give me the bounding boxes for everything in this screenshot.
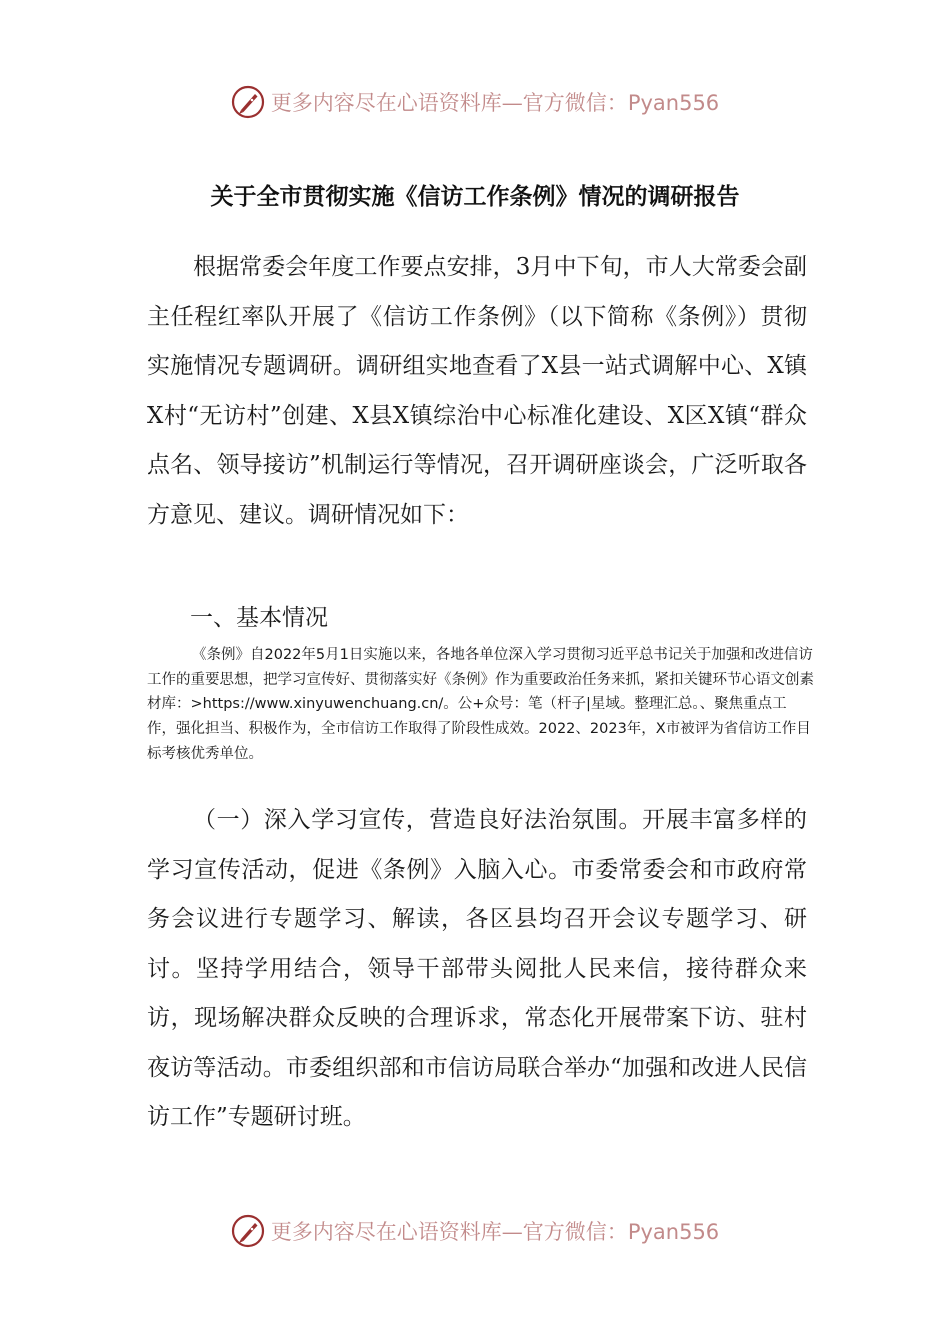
section-heading-basic-situation: 一、基本情况 <box>190 605 328 631</box>
subsection-paragraph-1: （一）深入学习宣传，营造良好法治氛围。开展丰富多样的学习宣传活动，促进《条例》入脑入心。市委常委会和市政府常务会议进行专题学习、解读，各区县均召开会议专题学习、研讨。坚持学用结合，领导干部带头阅批人民来信，接待群众来访，现场解决群众反映的合理诉求，常态化开展带案下访、驻村夜访等活动。市委组织部和市信访局联合举办“加强和改进人民信访工作”专题研讨班。 <box>147 807 807 1130</box>
watermark-text: 更多内容尽在心语资料库—官方微信：Pyan556 <box>270 91 720 115</box>
header-watermark <box>0 82 950 122</box>
section-body-paragraph: 《条例》自2022年5月1日实施以来，各地各单位深入学习贯彻习近平总书记关于加强和改进信访工作的重要思想，把学习宣传好、贯彻落实好《条例》作为重要政治任务来抓，紧扣关键环节心语文创素材库：>https://www.xinyuwenchuang.cn/。公+众号：笔（杆子|星域。整理汇总。、聚焦重点工作，强化担当、积极作为，全市信访工作取得了阶段性成效。2022、2023年，X市被评为省信访工作目标考核优秀单位。 <box>147 647 814 762</box>
watermark-text: 更多内容尽在心语资料库—官方微信：Pyan556 <box>270 1220 720 1244</box>
pen-nib-logo-icon <box>231 1214 265 1248</box>
footer-watermark <box>0 1211 950 1251</box>
document-title: 关于全市贯彻实施《信访工作条例》情况的调研报告 <box>210 183 740 210</box>
intro-paragraph: 根据常委会年度工作要点安排，3月中下旬，市人大常委会副主任程红率队开展了《信访工作条例》（以下简称《条例》）贯彻实施情况专题调研。调研组实地查看了X县一站式调解中心、X镇X村“无访村”创建、X县X镇综治中心标准化建设、X区X镇“群众点名、领导接访”机制运行等情况，召开调研座谈会，广泛听取各方意见、建议。调研情况如下： <box>147 254 807 528</box>
pen-nib-logo-icon <box>231 85 265 119</box>
